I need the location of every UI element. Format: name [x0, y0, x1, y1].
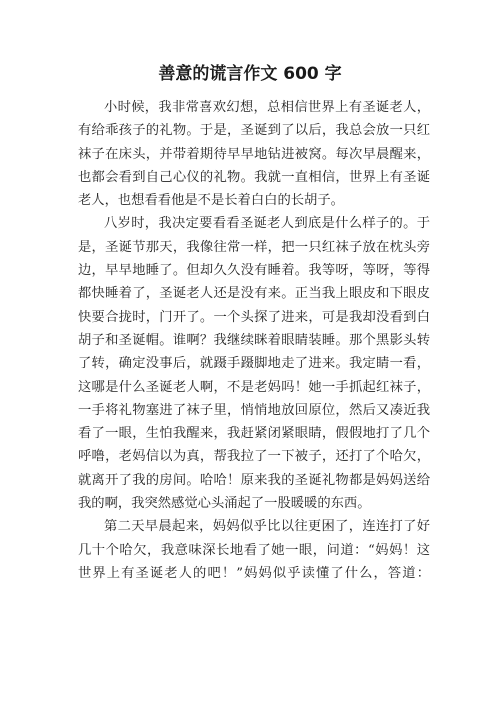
text-line: 快要合拢时，门开了。一个头探了进来，可是我却没看到白	[78, 309, 430, 325]
text-line: 就离开了我的房间。哈哈！原来我的圣诞礼物都是妈妈送给	[78, 472, 430, 488]
text-line: 是，圣诞节那天，我像往常一样，把一只红袜子放在枕头旁	[78, 239, 430, 255]
text-line: 边，早早地睡了。但却久久没有睡着。我等呀，等呀，等得	[78, 263, 430, 279]
text-line: 这哪是什么圣诞老人啊，不是老妈吗！她一手抓起红袜子，	[78, 379, 430, 395]
text-line: 世界上有圣诞老人的吧！”妈妈似乎读懂了什么，答道：	[78, 565, 430, 581]
text-line: 有给乖孩子的礼物。于是，圣诞到了以后，我总会放一只红	[78, 123, 430, 139]
text-line: 老人，也想看看他是不是长着白白的长胡子。	[78, 193, 344, 209]
text-line: 一手将礼物塞进了袜子里，悄悄地放回原位，然后又凑近我	[78, 402, 430, 418]
text-line: 呼噜，老妈信以为真，帮我拉了一下被子，还打了个哈欠，	[78, 449, 430, 465]
text-line: 了转，确定没事后，就蹑手蹑脚地走了进来。我定睛一看，	[78, 356, 430, 372]
paragraph-2	[78, 212, 430, 515]
text-line: 也都会看到自己心仪的礼物。我就一直相信，世界上有圣诞	[78, 169, 430, 185]
text-line: 袜子在床头，并带着期待早早地钻进被窝。每次早晨醒来，	[78, 146, 430, 162]
document-body	[78, 96, 430, 585]
document-title: 善意的谎言作文 600 字	[158, 64, 342, 84]
text-line: 几十个哈欠，我意味深长地看了她一眼，问道：“妈妈！这	[78, 542, 430, 558]
text-line: 看了一眼，生怕我醒来，我赶紧闭紧眼睛，假假地打了几个	[78, 426, 430, 442]
text-line: 都快睡着了，圣诞老人还是没有来。正当我上眼皮和下眼皮	[78, 286, 430, 302]
paragraph-3	[78, 515, 430, 585]
text-line: 第二天早晨起来，妈妈似乎比以往更困了，连连打了好	[104, 519, 430, 535]
text-line: 胡子和圣诞帽。谁啊？我继续眯着眼睛装睡。那个黑影头转	[78, 332, 430, 348]
paragraph-1	[78, 96, 430, 212]
text-line: 八岁时，我决定要看看圣诞老人到底是什么样子的。于	[104, 216, 430, 232]
text-line: 我的啊，我突然感觉心头涌起了一股暖暖的东西。	[78, 496, 371, 512]
text-line: 小时候，我非常喜欢幻想，总相信世界上有圣诞老人，	[104, 100, 430, 115]
